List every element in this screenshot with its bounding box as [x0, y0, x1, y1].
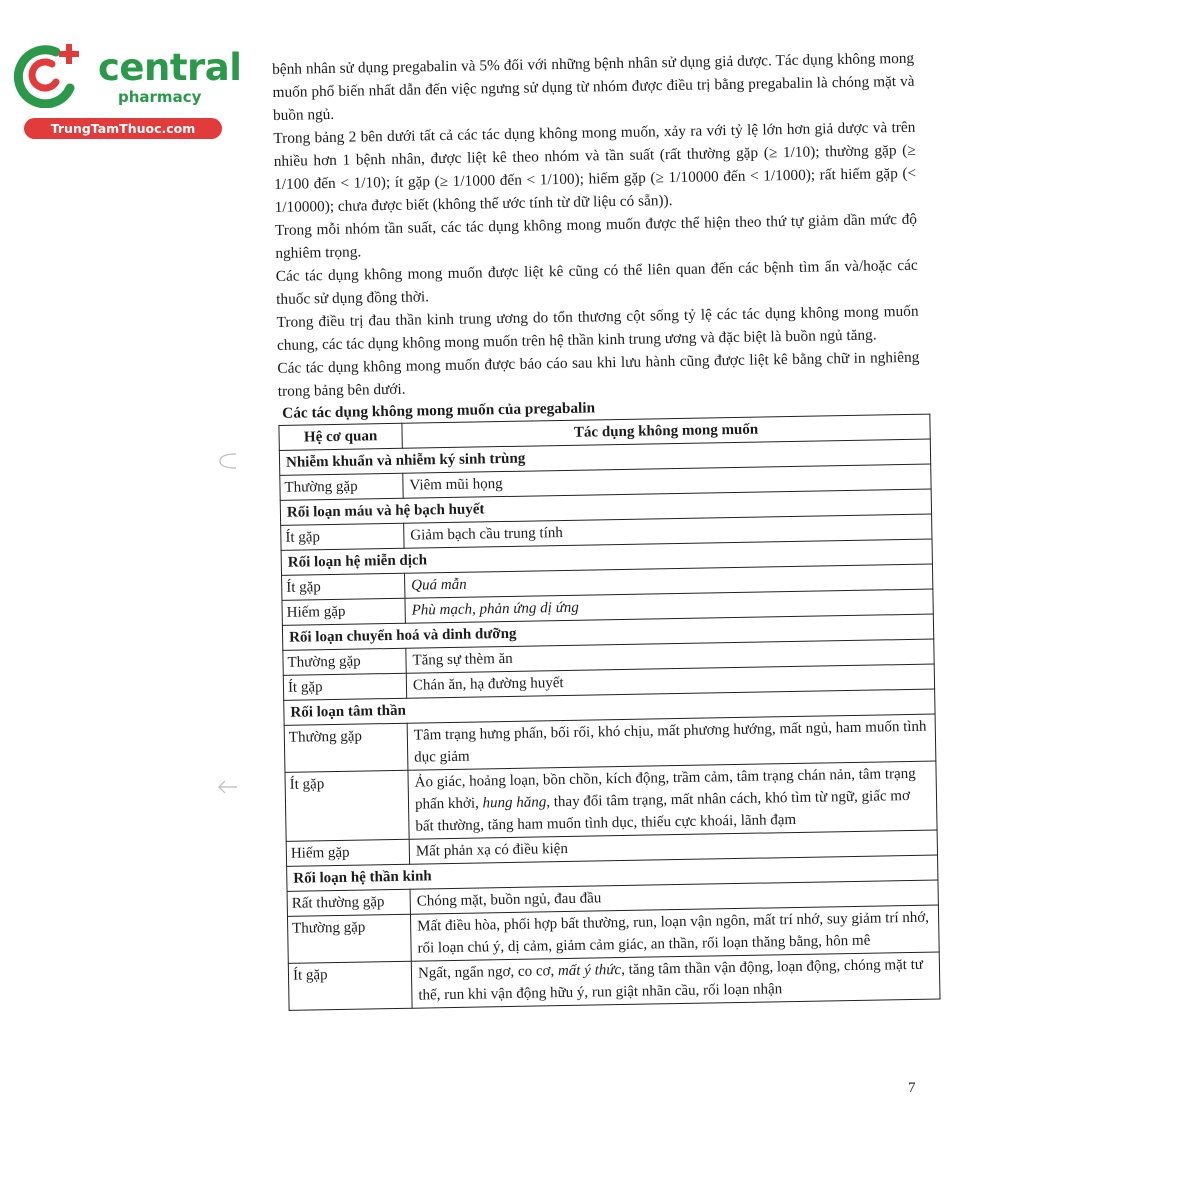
effect-cell — [411, 952, 940, 1008]
brand-sub: pharmacy — [118, 88, 202, 106]
frequency-cell: Hiếm gặp — [282, 598, 405, 625]
frequency-cell: Thường gặp — [280, 473, 403, 500]
effect-cell: Chóng mặt, buồn ngủ, đau đầu — [410, 880, 938, 914]
effect-cell: Giảm bạch cầu trung tính — [404, 514, 932, 548]
page-number: 7 — [908, 1080, 916, 1096]
effect-cell — [408, 761, 937, 839]
adverse-effects-table — [278, 414, 940, 1011]
group-name: Rối loạn hệ miễn dịch — [281, 539, 932, 575]
effect-cell: Chán ăn, hạ đường huyết — [406, 664, 934, 698]
header-organ-system: Hệ cơ quan — [279, 423, 402, 450]
margin-bracket-icon — [216, 452, 238, 470]
effect-text-italic: mất ý thức — [557, 962, 622, 980]
brand-url[interactable]: TrungTamThuoc.com — [24, 118, 222, 139]
group-name: Rối loạn hệ thần kinh — [287, 855, 938, 891]
frequency-cell: Thường gặp — [284, 723, 408, 772]
frequency-cell: Ít gặp — [281, 523, 404, 550]
group-name: Nhiễm khuẩn và nhiễm ký sinh trùng — [279, 439, 930, 475]
effect-text: , tăng tâm thần vận động, loạn động, chóng mặt tư thế, run khi vận động hữu ý, run giật nhãn cầu, rối loạn nhận — [418, 956, 924, 1004]
frequency-cell: Rất thường gặp — [287, 889, 410, 916]
table-title: Các tác dụng không mong muốn của pregabalin — [282, 399, 596, 422]
header-adverse-effect: Tác dụng không mong muốn — [402, 414, 930, 448]
frequency-cell: Hiếm gặp — [286, 839, 409, 866]
frequency-cell: Ít gặp — [282, 573, 405, 600]
group-name: Rối loạn tâm thần — [284, 689, 935, 725]
paragraph: Các tác dụng không mong muốn được báo cáo sau khi lưu hành cũng được liệt kê bằng chữ in nghiêng trong bảng bên dưới. — [277, 348, 920, 400]
effect-cell: Mất phản xạ có điều kiện — [409, 830, 937, 864]
effect-text: Ngất, ngẩn ngơ, co cơ, — [417, 963, 559, 982]
effect-cell: Tâm trạng hưng phấn, bối rối, khó chịu, mất phương hướng, mất ngủ, ham muốn tình dục giảm — [407, 714, 936, 770]
paragraph: Trong điều trị đau thần kinh trung ương do tổn thương cột sống tỷ lệ các tác dụng không mong muốn chung, các tác dụng không mong muốn trên hệ thần kinh trung ương và đặc biệt là buồn ngủ tăng. — [276, 302, 919, 354]
effect-cell: Viêm mũi họng — [403, 464, 931, 498]
paragraph: bệnh nhân sử dụng pregabalin và 5% đối với những bệnh nhân sử dụng giả dược. Tác dụng không mong muốn phổ biến nhất dẫn đến việc ngưng sử dụng từ nhóm được điều trị bằng pregabalin là chóng mặt và buồn ngủ. — [272, 49, 915, 124]
effect-text: , thay đổi tâm trạng, mất nhân cách, khó tìm từ ngữ, giấc mơ bất thường, tăng ham muốn tình dục, thiếu cực khoái, lãnh đạm — [415, 787, 911, 835]
table-row — [285, 761, 937, 841]
effect-cell: Phù mạch, phản ứng dị ứng — [405, 589, 933, 623]
table-row — [288, 952, 940, 1010]
brand-logo — [12, 38, 242, 138]
effect-cell: Tăng sự thèm ăn — [406, 639, 934, 673]
effect-text: Ảo giác, hoảng loạn, bồn chồn, kích động, trầm cảm, tâm trạng chán nản, tâm trạng phấn khởi, — [414, 765, 916, 813]
central-pharmacy-logo-icon — [12, 38, 92, 108]
frequency-cell: Ít gặp — [283, 673, 406, 700]
group-name: Rối loạn chuyển hoá và dinh dưỡng — [282, 614, 933, 650]
margin-arrow-icon — [216, 778, 238, 796]
paragraph: Trong mỗi nhóm tần suất, các tác dụng không mong muốn được thể hiện theo thứ tự giảm dần mức độ nghiêm trọng. — [274, 210, 918, 262]
effect-text-italic: hung hăng — [482, 794, 547, 812]
paragraph: Trong bảng 2 bên dưới tất cả các tác dụng không mong muốn, xảy ra với tỷ lệ lớn hơn giả dược và trên nhiều hơn 1 bệnh nhân, được liệt kê theo nhóm và tần suất (rất thường gặp (≥ 1/10); thường gặp (≥ 1/100 đến < 1/10); ít gặp (≥ 1/1000 đến < 1/100); hiếm gặp (≥ 1/10000 đến < 1/1000); rất hiếm gặp (< 1/10000); chưa được biết (không thể ước tính từ dữ liệu có sẵn)). — [273, 118, 917, 216]
paragraph: Các tác dụng không mong muốn được liệt kê cũng có thể liên quan đến các bệnh tìm ẩn và/hoặc các thuốc sử dụng đồng thời. — [275, 256, 918, 308]
frequency-cell: Thường gặp — [287, 914, 411, 963]
effect-cell: Quá mẫn — [405, 564, 933, 598]
frequency-cell: Thường gặp — [283, 648, 406, 675]
frequency-cell: Ít gặp — [285, 770, 409, 841]
group-name: Rối loạn máu và hệ bạch huyết — [280, 489, 931, 525]
brand-name: central — [98, 46, 242, 89]
effect-cell: Mất điều hòa, phối hợp bất thường, run, loạn vận ngôn, mất trí nhớ, suy giảm trí nhớ, rối loạn chú ý, dị cảm, giảm cảm giác, an thần, rối loạn thăng bằng, hôn mê — [410, 905, 939, 961]
document-page — [272, 47, 931, 1011]
frequency-cell: Ít gặp — [288, 961, 412, 1010]
